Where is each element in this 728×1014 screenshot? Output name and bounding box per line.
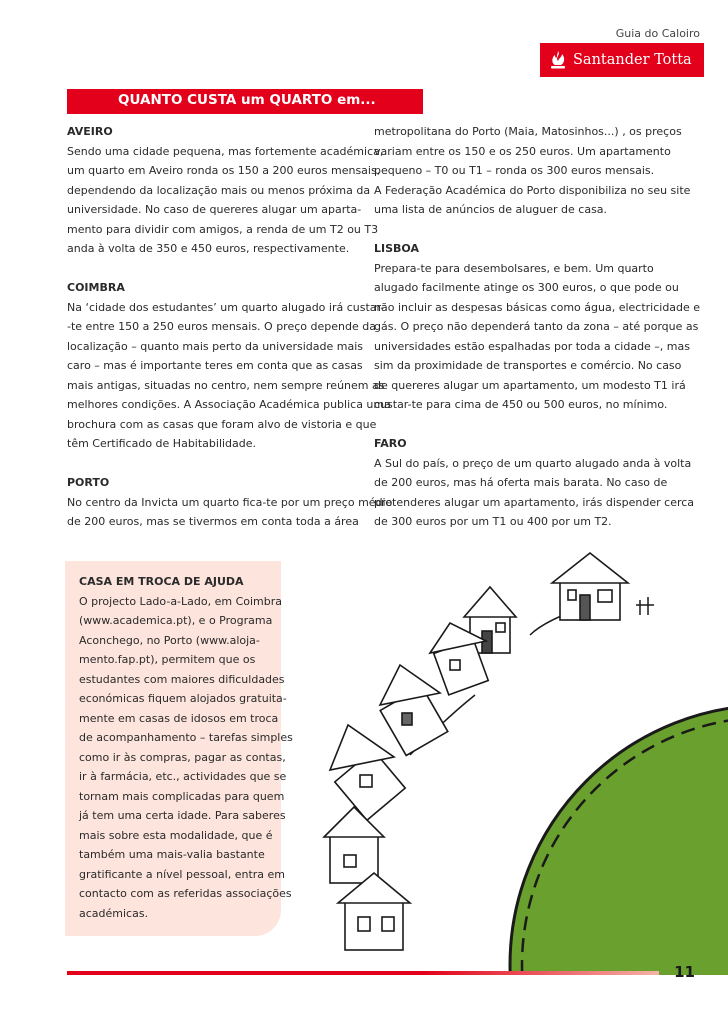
text-line: anda à volta de 350 e 450 euros, respectivamente. — [67, 242, 350, 255]
text-line: Aconchego, no Porto (www.aloja- — [79, 633, 260, 647]
text-line: pequeno – T0 ou T1 – ronda os 300 euros mensais. — [374, 164, 655, 177]
text-line: têm Certificado de Habitabilidade. — [67, 437, 257, 450]
text-line: de acompanhamento – tarefas simples — [79, 731, 293, 744]
text-line: A Sul do país, o preço de um quarto alugado anda à volta — [374, 456, 692, 470]
house-icon — [552, 553, 628, 620]
text-line: como ir às compras, pagar as contas, — [79, 750, 286, 764]
text-line: académicas. — [79, 906, 149, 920]
text-line: tornam mais complicadas para quem — [79, 789, 285, 803]
text-line: gás. O preço não dependerá tanto da zona – até porque as — [374, 320, 699, 333]
text-line: mais antigas, situadas no centro, nem sempre reúnem as — [67, 378, 385, 392]
text-line: de 200 euros, mas se tivermos em conta toda a área — [67, 515, 359, 528]
text-line: dependendo da localização mais ou menos próxima da — [67, 183, 371, 197]
text-line: não incluir as despesas básicas como água, electricidade e — [374, 300, 701, 314]
text-line: de 200 euros, mas há oferta mais barata. No caso de — [374, 476, 668, 489]
banner-title: QUANTO CUSTA um QUARTO em... — [118, 92, 376, 108]
text-line: brochura com as casas que foram alvo de vistoria e que — [67, 417, 377, 431]
text-line: metropolitana do Porto (Maia, Matosinhos...) , os preços — [374, 125, 682, 138]
sidebox-heading: CASA EM TROCA DE AJUDA — [79, 575, 244, 588]
section-heading-porto: PORTO — [67, 476, 110, 489]
text-line: alugado facilmente atinge os 300 euros, o que pode ou — [374, 281, 679, 294]
text-line: Sendo uma cidade pequena, mas fortemente académica, — [67, 144, 384, 158]
text-line: de quereres alugar um apartamento, um modesto T1 irá — [374, 378, 686, 392]
right-column — [374, 122, 700, 532]
globe — [510, 705, 728, 975]
text-line: também uma mais-valia bastante — [79, 848, 265, 861]
text-line: ir à farmácia, etc., actividades que se — [79, 770, 287, 783]
text-line: universidade. No caso de quereres alugar um aparta- — [67, 203, 362, 216]
footer-rule — [67, 971, 659, 975]
text-line: mento para dividir com amigos, a renda de um T2 ou T3 — [67, 222, 379, 236]
section-heading-coimbra: COIMBRA — [67, 281, 125, 294]
text-line: caro – mas é importante teres em conta que as casas — [67, 359, 363, 372]
page-number: 11 — [674, 963, 695, 981]
text-line: variam entre os 150 e os 250 euros. Um apartamento — [374, 144, 671, 158]
text-line: O projecto Lado-a-Lado, em Coimbra — [79, 594, 283, 608]
text-line: já tem uma certa idade. Para saberes — [79, 809, 286, 822]
text-line: pretenderes alugar um apartamento, irás dispender cerca — [374, 495, 695, 509]
title-banner — [67, 89, 423, 114]
text-line: Na ‘cidade dos estudantes’ um quarto alugado irá custar- — [67, 300, 385, 314]
text-line: um quarto em Aveiro ronda os 150 a 200 euros mensais, — [67, 164, 381, 177]
text-line: custar-te para cima de 450 ou 500 euros, no mínimo. — [374, 398, 668, 411]
houses-on-globe-illustration — [290, 545, 728, 975]
text-line: mais sobre esta modalidade, que é — [79, 828, 273, 842]
logo-text: Santander Totta — [573, 52, 692, 68]
text-line: mente em casas de idosos em troca — [79, 711, 279, 725]
text-line: sim da proximidade de transportes e comércio. No caso — [374, 359, 682, 372]
house-icon — [324, 807, 384, 883]
text-line: localização – quanto mais perto da universidade mais — [67, 339, 363, 353]
text-line: No centro da Invicta um quarto fica-te por um preço médio — [67, 495, 393, 509]
house-icon — [338, 873, 410, 950]
text-line: de 300 euros por um T1 ou 400 por um T2. — [374, 515, 612, 528]
santander-logo — [540, 43, 704, 77]
text-line: (www.academica.pt), e o Programa — [79, 614, 273, 627]
text-line: melhores condições. A Associação Académica publica uma — [67, 398, 391, 411]
guide-title: Guia do Caloiro — [615, 27, 700, 40]
text-line: uma lista de anúncios de aluguer de casa. — [374, 203, 608, 216]
house-icon — [330, 725, 405, 820]
section-heading-lisboa: LISBOA — [374, 242, 419, 255]
text-line: -te entre 150 a 250 euros mensais. O preço depende da — [67, 320, 376, 333]
house-icon — [380, 665, 448, 756]
section-heading-faro: FARO — [374, 437, 407, 450]
text-line: gratificante a nível pessoal, entra em — [79, 867, 286, 881]
text-line: contacto com as referidas associações — [79, 887, 292, 900]
flame-icon — [548, 50, 568, 70]
section-heading-aveiro: AVEIRO — [67, 125, 113, 138]
text-line: Prepara-te para desembolsares, e bem. Um quarto — [374, 261, 654, 275]
left-column — [67, 122, 392, 532]
sidebox — [65, 561, 293, 936]
text-line: económicas fiquem alojados gratuita- — [79, 692, 287, 705]
text-line: universidades estão espalhadas por toda a cidade –, mas — [374, 339, 690, 353]
text-line: mento.fap.pt), permitem que os — [79, 653, 256, 666]
text-line: A Federação Académica do Porto disponibiliza no seu site — [374, 183, 691, 197]
text-line: estudantes com maiores dificuldades — [79, 672, 285, 686]
